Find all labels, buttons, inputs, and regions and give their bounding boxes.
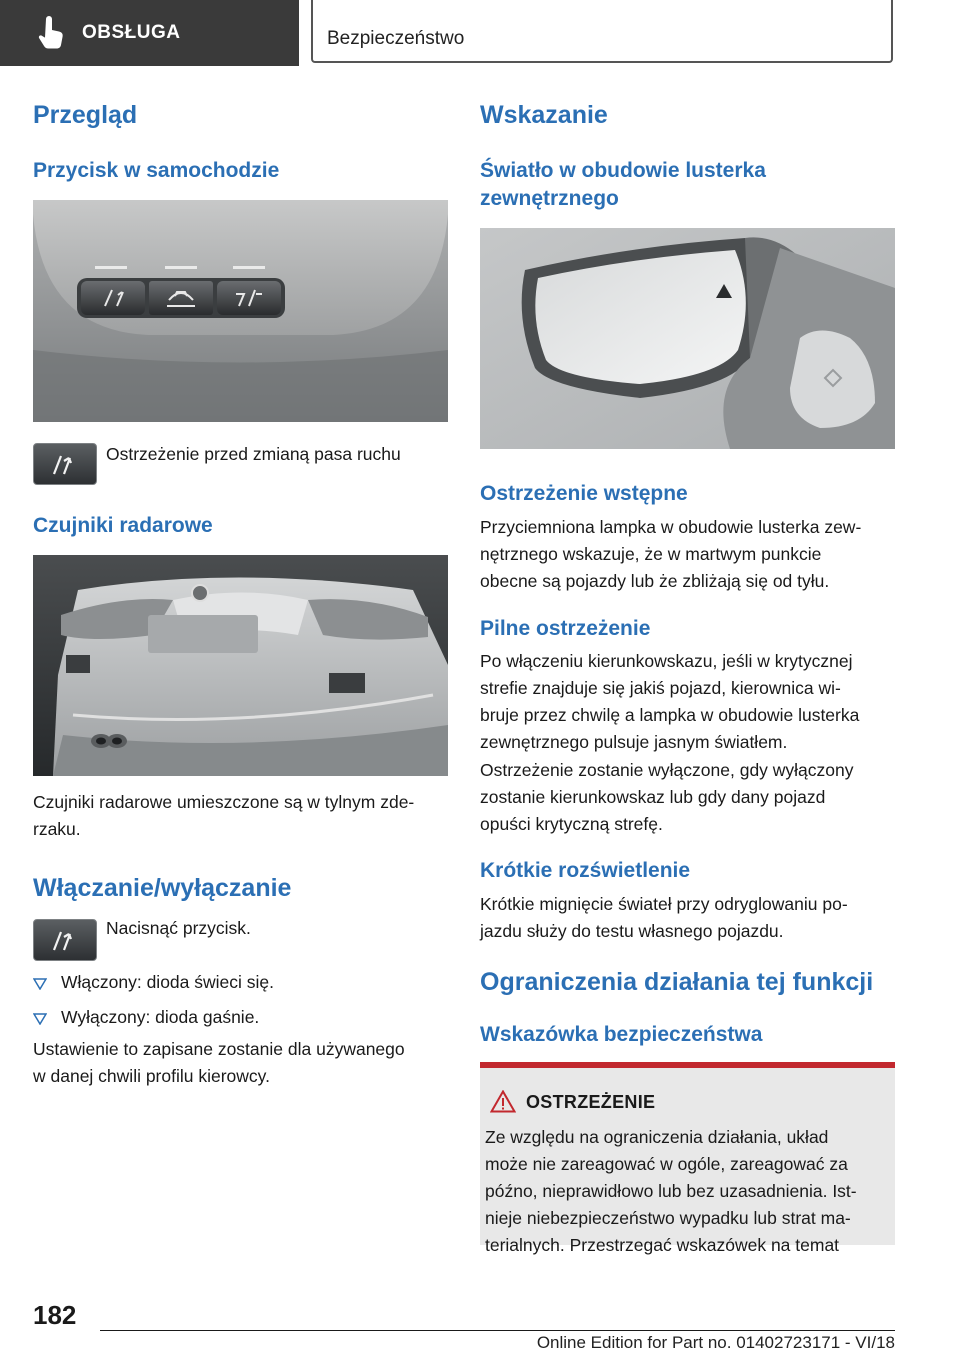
- radar-caption: Czujniki radarowe umieszczone są w tylnym zde- rzaku.: [33, 792, 415, 839]
- warning-text: Ze względu na ograniczenia działania, układ może nie zareagować w ogóle, zareagować za późno, nieprawidłowo lub bez uzasadnienia. Ist- nieje niebezpieczeństwo wypadku lub strat ma- terialnych. Przestrzegać wskazówek na temat: [485, 1127, 857, 1255]
- button-panel-photo: [33, 200, 448, 422]
- warning-box: [480, 1062, 895, 1255]
- heading-button-in-car: Przycisk w samochodzie: [33, 159, 280, 182]
- urgent-warning-text: Po włączeniu kierunkowskazu, jeśli w krytycznej strefie znajduje się jakiś pojazd, kierownica wi- bruje przez chwilę a lampka w obudowie lusterka zewnętrznego pulsuje jasnym światłem.: [480, 651, 860, 752]
- heading-overview: Przegląd: [33, 101, 138, 129]
- warning-title: OSTRZEŻENIE: [526, 1092, 656, 1112]
- page-number: 182: [33, 1300, 77, 1330]
- heading-radar-sensors: Czujniki radarowe: [33, 514, 213, 537]
- triangle-bullet-icon: [33, 978, 47, 990]
- footer-divider: [100, 1330, 895, 1331]
- button-caption: Ostrzeżenie przed zmianą pasa ruchu: [106, 444, 401, 464]
- heading-safety-note: Wskazówka bezpieczeństwa: [480, 1023, 763, 1046]
- lane-change-button-icon-2: [33, 919, 97, 961]
- section-tab[interactable]: [0, 0, 299, 66]
- lane-change-button-icon: [33, 443, 97, 485]
- heading-indication: Wskazanie: [480, 101, 608, 129]
- warning-triangle-icon: [490, 1090, 516, 1113]
- heading-switch-on-off: Włączanie/wyłączanie: [33, 874, 292, 902]
- chapter-header: [311, 0, 893, 63]
- chapter-title: Bezpieczeństwo: [327, 28, 465, 49]
- heading-pre-warning: Ostrzeżenie wstępne: [480, 482, 688, 505]
- edition-info: Online Edition for Part no. 01402723171 - VI/18: [536, 1333, 895, 1352]
- car-rear-photo: [33, 555, 448, 776]
- section-tab-label: OBSŁUGA: [82, 22, 181, 43]
- hand-pointer-icon: [38, 16, 64, 50]
- triangle-bullet-icon: [33, 1013, 47, 1025]
- warning-off-text: Ostrzeżenie zostanie wyłączone, gdy wyłączony zostanie kierunkowskaz lub gdy dany pojazd opuści krytyczną strefę.: [480, 760, 854, 834]
- profile-note: Ustawienie to zapisane zostanie dla używanego w danej chwili profilu kierowcy.: [33, 1039, 405, 1086]
- pre-warning-text: Przyciemniona lampka w obudowie lusterka zew- nętrznego wskazuje, że w martwym punkcie obecne są pojazdy lub że zbliżają się od tyłu.: [480, 517, 862, 591]
- short-flash-text: Krótkie mignięcie świateł przy odryglowaniu po- jazdu służy do testu własnego pojazdu.: [480, 894, 848, 941]
- heading-short-flash: Krótkie rozświetlenie: [480, 859, 691, 882]
- heading-urgent-warning: Pilne ostrzeżenie: [480, 617, 651, 640]
- heading-mirror-light: Światło w obudowie lusterka zewnętrznego: [480, 159, 766, 210]
- heading-limits: Ograniczenia działania tej funkcji: [480, 968, 874, 996]
- press-button-text: Nacisnąć przycisk.: [106, 918, 251, 938]
- mirror-photo: [480, 228, 895, 449]
